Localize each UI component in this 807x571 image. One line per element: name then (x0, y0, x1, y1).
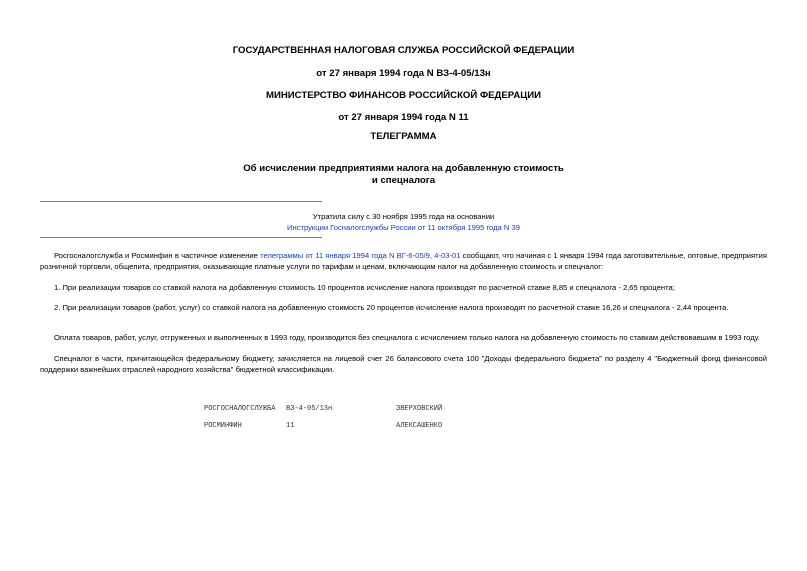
paragraph-intro (40, 250, 767, 272)
issuer-date-tax-service: от 27 января 1994 года N ВЗ-4-05/13н (316, 68, 491, 79)
paragraph-special-tax (40, 353, 767, 375)
paragraph-payment (40, 332, 767, 343)
signature-number: ВЗ-4-05/13н (286, 405, 333, 413)
paragraph-intro-end: сообщают, что начиная с 1 января 1994 года заготовительные, оптовые, предприятия розничной торговли, общепита, предприятия, оказывающие платные услуги по тарифам и ценам, включающим налог на добавленную стоимость и спецналог: (40, 251, 767, 271)
divider-top (40, 201, 322, 202)
paragraph-item-2-text: 2. При реализации товаров (работ, услуг) со ставкой налога на добавленную стоимость 20 процентов исчисление налога производят по расчетной ставке 16,26 и спецналога - 2,44 процента. (54, 303, 729, 312)
divider-bottom (40, 237, 322, 238)
document-title-line-1: Об исчислении предприятиями налога на добавленную стоимость (243, 163, 564, 174)
paragraph-intro-start: Росгосналогслужба и Росминфин в частичное изменение (54, 251, 261, 260)
paragraph-special-tax-text: Спецналог в части, причитающейся федеральному бюджету, зачисляется на лицевой счет 26 балансового счета 100 "Доходы федерального бюджета" по разделу 4 "Бюджетный фонд финансовой поддержки важнейших отраслей народного хозяйства" бюджетной классификации. (40, 354, 767, 374)
document-type: ТЕЛЕГРАММА (370, 131, 437, 142)
status-note (0, 211, 807, 233)
paragraph-payment-text: Оплата товаров, работ, услуг, отгруженных и выполненных в 1993 году, производится без спецналога с исчислением только налога на добавленную стоимость по ставкам действовавшим в 1993 году. (54, 333, 760, 342)
signature-name: ЗВЕРХОВСКИЙ (396, 405, 443, 413)
status-note-text: Утратила силу с 30 ноября 1995 года на основании (312, 212, 495, 221)
issuer-heading-finance-ministry: МИНИСТЕРСТВО ФИНАНСОВ РОССИЙСКОЙ ФЕДЕРАЦИИ (265, 90, 542, 101)
signature-org: РОСМИНФИН (204, 422, 242, 430)
signature-number: 11 (286, 422, 295, 430)
issuer-date-finance-ministry: от 27 января 1994 года N 11 (338, 112, 469, 123)
signature-name: АЛЕКСАШЕНКО (396, 422, 443, 430)
document-title (0, 163, 807, 187)
document-title-line-2: и спецналога (371, 175, 436, 186)
signature-org: РОСГОСНАЛОГСЛУЖБА (204, 405, 276, 413)
paragraph-item-1-text: 1. При реализации товаров со ставкой налога на добавленную стоимость 10 процентов исчисление налога производят по расчетной ставке 8,85 и спецналога - 2,65 процента; (54, 283, 675, 292)
telegram-reference-link[interactable]: телеграммы от 11 января 1994 года N ВГ-6-05/9, 4-03-01 (260, 251, 461, 260)
repeal-instruction-link[interactable]: Инструкции Госналогслужбы России от 11 октября 1995 года N 39 (287, 223, 520, 232)
issuer-heading-tax-service: ГОСУДАРСТВЕННАЯ НАЛОГОВАЯ СЛУЖБА РОССИЙСКОЙ ФЕДЕРАЦИИ (232, 45, 575, 56)
paragraph-item-2 (40, 302, 767, 313)
paragraph-item-1 (40, 282, 767, 293)
